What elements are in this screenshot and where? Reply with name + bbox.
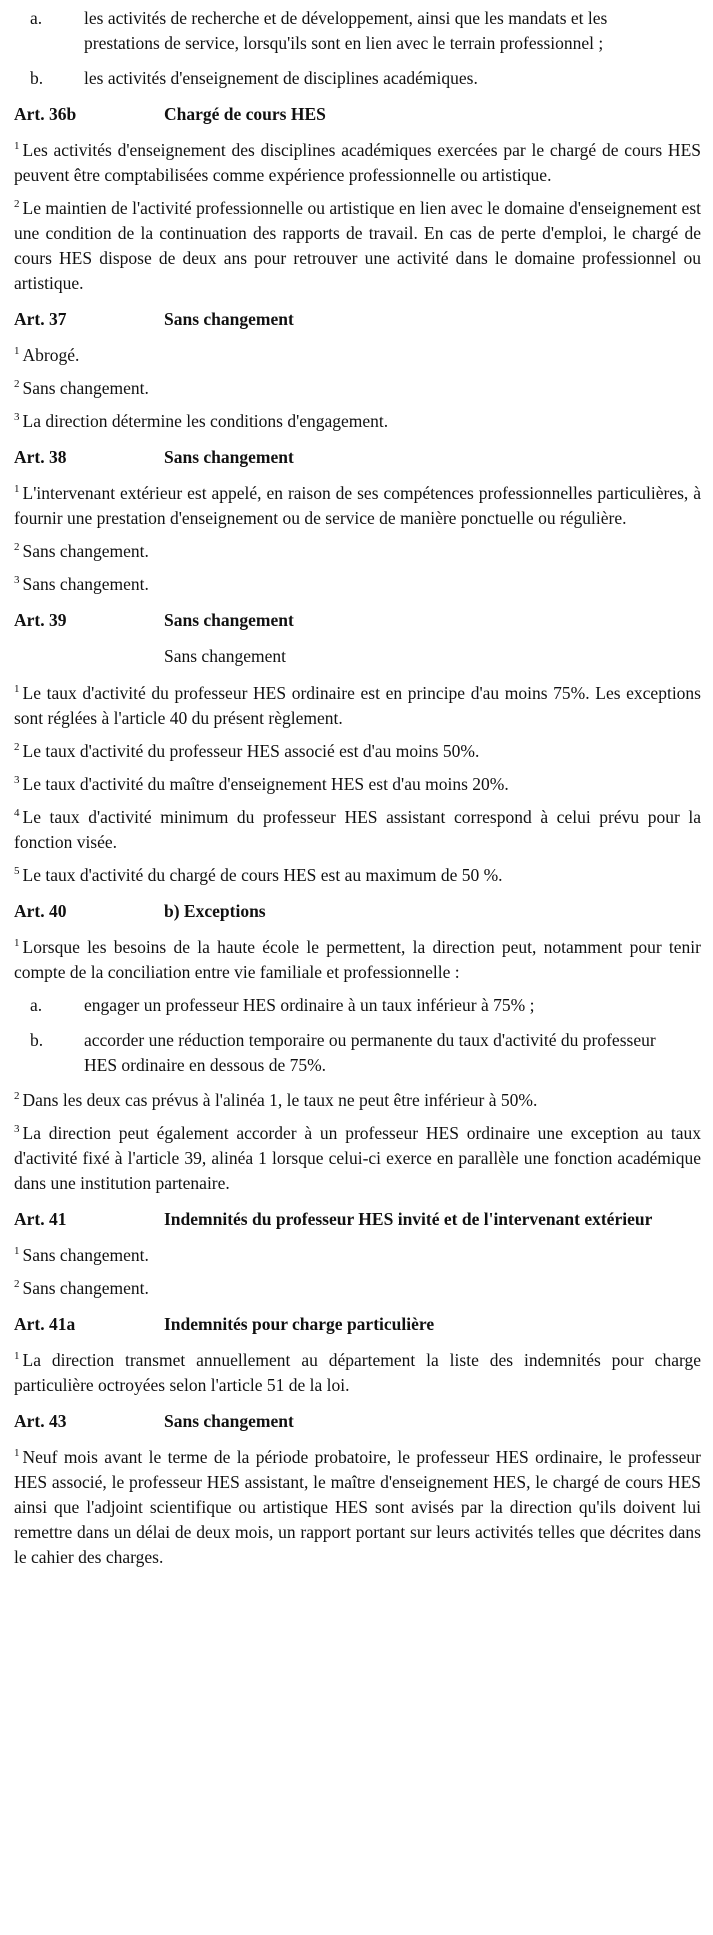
paragraph <box>14 1243 701 1268</box>
paragraph <box>14 1445 701 1570</box>
article-number: Art. 39 <box>14 610 67 630</box>
paragraph-text: Sans changement. <box>22 541 149 561</box>
list-item-text: accorder une réduction temporaire ou permanente du taux d'activité du professeur HES ordinaire en dessous de 75%. <box>84 1030 656 1075</box>
paragraph-text: Sans changement. <box>22 378 149 398</box>
paragraph-number: 5 <box>14 865 20 878</box>
list-item-letter: b. <box>30 1030 44 1050</box>
paragraph <box>14 739 701 764</box>
list-item-text: engager un professeur HES ordinaire à un taux inférieur à 75% ; <box>84 995 535 1015</box>
paragraph <box>14 805 701 855</box>
paragraph <box>14 1348 701 1398</box>
article-number: Art. 41 <box>14 1209 67 1229</box>
article-heading <box>14 1409 701 1434</box>
article-heading <box>14 899 701 924</box>
list-item-letter: a. <box>30 995 43 1015</box>
paragraph-text: Le taux d'activité du chargé de cours HES est au maximum de 50 %. <box>22 865 503 885</box>
paragraph <box>14 681 701 731</box>
article-number: Art. 43 <box>14 1411 67 1431</box>
paragraph-text: Sans changement. <box>22 1278 149 1298</box>
article-title: Sans changement <box>164 1411 294 1431</box>
paragraph-text: Les activités d'enseignement des disciplines académiques exercées par le chargé de cours HES peuvent être comptabilisées comme expérience professionnelle ou artistique. <box>14 140 701 185</box>
paragraph <box>14 863 701 888</box>
paragraph-number: 2 <box>14 541 20 554</box>
paragraph <box>14 196 701 296</box>
paragraph-text: Sans changement. <box>22 574 149 594</box>
paragraph <box>14 1121 701 1196</box>
list-item <box>14 6 701 56</box>
list-item <box>14 66 701 91</box>
article-heading <box>14 608 701 633</box>
paragraph-number: 1 <box>14 1245 20 1258</box>
article-number: Art. 40 <box>14 901 67 921</box>
paragraph-number: 3 <box>14 411 20 424</box>
paragraph-number: 4 <box>14 807 20 820</box>
paragraph-number: 2 <box>14 1090 20 1103</box>
list-item-letter: a. <box>30 8 43 28</box>
paragraph-number: 3 <box>14 574 20 587</box>
article-title: Sans changement <box>164 309 294 329</box>
paragraph-number: 1 <box>14 483 20 496</box>
paragraph-text: La direction peut également accorder à un professeur HES ordinaire une exception au taux d'activité fixé à l'article 39, alinéa 1 lorsque celui-ci exerce en parallèle une fonction académique dans une institution partenaire. <box>14 1123 701 1193</box>
paragraph-text: Neuf mois avant le terme de la période probatoire, le professeur HES ordinaire, le professeur HES associé, le professeur HES assistant, le maître d'enseignement HES, le chargé de cours HES ainsi que l'adjoint scientifique ou artistique HES sont avisés par la direction qu'ils doivent lui remettre dans un délai de deux mois, un rapport portant sur leurs activités telles que décrites dans le cahier des charges. <box>14 1447 701 1567</box>
article-heading <box>14 307 701 332</box>
paragraph-number: 2 <box>14 741 20 754</box>
paragraph <box>14 772 701 797</box>
paragraph-text: L'intervenant extérieur est appelé, en raison de ses compétences professionnelles particulières, à fournir une prestation d'enseignement ou de service de manière ponctuelle ou régulière. <box>14 483 701 528</box>
list-item <box>14 1028 701 1078</box>
paragraph <box>14 138 701 188</box>
paragraph-text: Le taux d'activité du maître d'enseignement HES est d'au moins 20%. <box>22 774 509 794</box>
article-heading <box>14 1207 701 1232</box>
paragraph-number: 1 <box>14 140 20 153</box>
paragraph-text: Le taux d'activité du professeur HES associé est d'au moins 50%. <box>22 741 480 761</box>
paragraph-text: Dans les deux cas prévus à l'alinéa 1, le taux ne peut être inférieur à 50%. <box>22 1090 538 1110</box>
article-title: Sans changement <box>164 610 294 630</box>
article-number: Art. 38 <box>14 447 67 467</box>
paragraph <box>14 1088 701 1113</box>
paragraph-text: La direction détermine les conditions d'engagement. <box>22 411 389 431</box>
paragraph <box>14 343 701 368</box>
paragraph-number: 2 <box>14 198 20 211</box>
paragraph-number: 1 <box>14 1447 20 1460</box>
paragraph-number: 1 <box>14 345 20 358</box>
paragraph-text: La direction transmet annuellement au département la liste des indemnités pour charge particulière octroyées selon l'article 51 de la loi. <box>14 1350 701 1395</box>
paragraph-text: Le taux d'activité du professeur HES ordinaire est en principe d'au moins 75%. Les exceptions sont réglées à l'article 40 du présent règlement. <box>14 683 701 728</box>
paragraph-text: Le maintien de l'activité professionnelle ou artistique en lien avec le domaine d'enseignement est une condition de la continuation des rapports de travail. En cas de perte d'emploi, le chargé de cours HES dispose de deux ans pour retrouver une activité dans le domaine professionnel ou artistique. <box>14 198 701 293</box>
paragraph <box>14 935 701 985</box>
paragraph <box>14 539 701 564</box>
paragraph-text: Sans changement. <box>22 1245 149 1265</box>
article-heading <box>14 445 701 470</box>
article-number: Art. 36b <box>14 104 77 124</box>
paragraph-number: 3 <box>14 774 20 787</box>
article-title: Chargé de cours HES <box>164 104 326 124</box>
paragraph-number: 2 <box>14 1278 20 1291</box>
list-item-text: les activités de recherche et de développement, ainsi que les mandats et les prestations de service, lorsqu'ils sont en lien avec le terrain professionnel ; <box>84 8 608 53</box>
paragraph-number: 3 <box>14 1123 20 1136</box>
article-number: Art. 37 <box>14 309 67 329</box>
paragraph <box>14 481 701 531</box>
paragraph-number: 1 <box>14 937 20 950</box>
list-item-text: les activités d'enseignement de disciplines académiques. <box>84 68 478 88</box>
article-subtitle: Sans changement <box>164 646 286 666</box>
list-item <box>14 993 701 1018</box>
paragraph <box>14 376 701 401</box>
article-title: Indemnités du professeur HES invité et de l'intervenant extérieur <box>164 1209 653 1229</box>
paragraph <box>14 409 701 434</box>
paragraph <box>14 1276 701 1301</box>
paragraph-text: Lorsque les besoins de la haute école le permettent, la direction peut, notamment pour tenir compte de la conciliation entre vie familiale et professionnelle : <box>14 937 701 982</box>
article-title: Sans changement <box>164 447 294 467</box>
article-heading <box>14 102 701 127</box>
paragraph-number: 1 <box>14 1350 20 1363</box>
list-item-letter: b. <box>30 68 44 88</box>
paragraph-number: 2 <box>14 378 20 391</box>
article-heading <box>14 1312 701 1337</box>
article-title: Indemnités pour charge particulière <box>164 1314 435 1334</box>
paragraph <box>14 572 701 597</box>
article-number: Art. 41a <box>14 1314 76 1334</box>
paragraph-text: Abrogé. <box>22 345 80 365</box>
paragraph-number: 1 <box>14 683 20 696</box>
paragraph-text: Le taux d'activité minimum du professeur HES assistant correspond à celui prévu pour la fonction visée. <box>14 807 701 852</box>
article-title: b) Exceptions <box>164 901 266 921</box>
